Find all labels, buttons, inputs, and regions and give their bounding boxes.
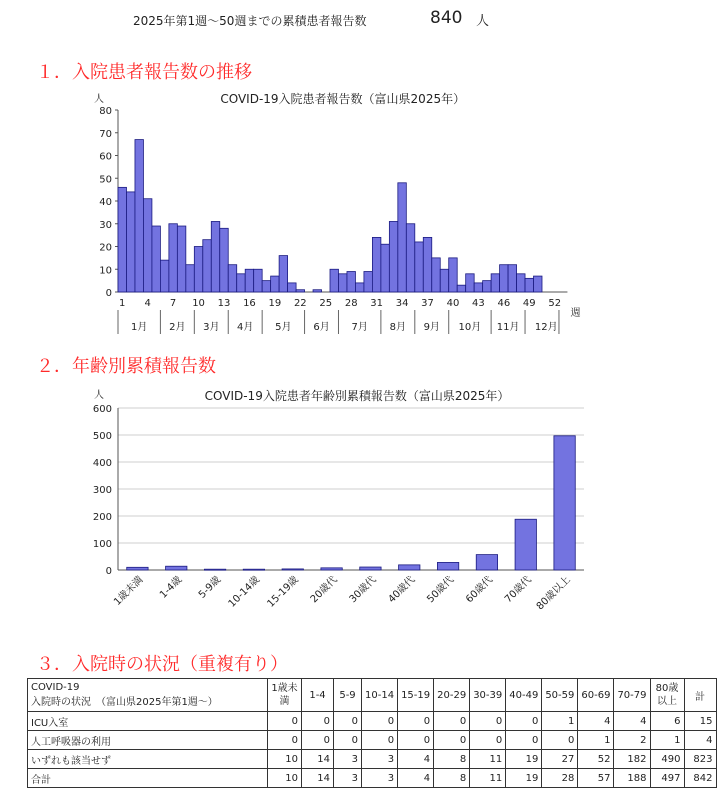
bar-week-46 bbox=[500, 265, 508, 292]
bar-age-6 bbox=[360, 567, 381, 570]
bar-week-41 bbox=[457, 285, 465, 292]
x-tick-label: 30歳代 bbox=[347, 574, 379, 606]
x-tick-label: 1歳未満 bbox=[112, 574, 146, 608]
bar-week-3 bbox=[135, 140, 143, 292]
admission-status-table bbox=[27, 678, 717, 788]
month-label: 4月 bbox=[237, 322, 254, 333]
month-label: 7月 bbox=[351, 322, 368, 333]
month-label: 3月 bbox=[203, 322, 220, 333]
x-tick-label: 40歳代 bbox=[386, 574, 418, 606]
table-cell: 57 bbox=[578, 769, 614, 788]
table-cell: 3 bbox=[334, 769, 362, 788]
x-tick-label: 37 bbox=[421, 298, 434, 309]
col-header: 40-49 bbox=[506, 679, 542, 712]
y-tick-label: 0 bbox=[105, 288, 112, 299]
y-tick-label: 80 bbox=[99, 106, 112, 117]
x-tick-label: 49 bbox=[522, 298, 536, 309]
bar-week-6 bbox=[160, 260, 168, 292]
weekly-admissions-chart bbox=[80, 88, 600, 338]
table-cell: 188 bbox=[614, 769, 650, 788]
bar-week-43 bbox=[474, 283, 482, 292]
x-tick-label: 4 bbox=[144, 298, 151, 309]
x-tick-label: 43 bbox=[472, 298, 485, 309]
table-cell: 1 bbox=[578, 731, 614, 750]
table-cell: 0 bbox=[268, 731, 302, 750]
table-cell: 3 bbox=[362, 769, 398, 788]
y-tick-label: 30 bbox=[99, 219, 112, 231]
table-cell: 4 bbox=[398, 750, 434, 769]
table-row bbox=[28, 750, 717, 769]
table-cell: 1 bbox=[650, 731, 684, 750]
y-tick-label: 20 bbox=[99, 242, 112, 254]
table-cell: 10 bbox=[268, 769, 302, 788]
table-cell: 490 bbox=[650, 750, 684, 769]
table-header-row bbox=[28, 679, 717, 712]
table-cell: 11 bbox=[470, 769, 506, 788]
table-cell: 0 bbox=[362, 731, 398, 750]
table-cell: 0 bbox=[334, 731, 362, 750]
section-title-1: １．入院患者報告数の推移 bbox=[36, 62, 252, 83]
x-tick-label: 20歳代 bbox=[308, 574, 340, 606]
table-cell: 0 bbox=[302, 731, 334, 750]
bar-age-8 bbox=[437, 562, 458, 570]
bar-week-11 bbox=[203, 240, 211, 292]
bar-age-11 bbox=[554, 436, 575, 570]
bar-week-24 bbox=[313, 290, 321, 292]
y-tick-label: 300 bbox=[92, 485, 112, 496]
table-row bbox=[28, 731, 717, 750]
x-tick-label: 28 bbox=[344, 298, 358, 309]
bar-week-4 bbox=[143, 199, 151, 292]
table-cell: 0 bbox=[470, 731, 506, 750]
col-header: 15-19 bbox=[398, 679, 434, 712]
table-cell: 27 bbox=[542, 750, 578, 769]
table-cell: 4 bbox=[614, 712, 650, 731]
x-tick-label: 50歳代 bbox=[425, 574, 457, 606]
col-header: 60-69 bbox=[578, 679, 614, 712]
table-cell: 14 bbox=[302, 769, 334, 788]
y-tick-label: 500 bbox=[92, 431, 112, 442]
bar-week-17 bbox=[254, 269, 262, 292]
table-cell: 0 bbox=[506, 712, 542, 731]
month-label: 5月 bbox=[275, 322, 292, 333]
table-cell: 4 bbox=[398, 769, 434, 788]
bar-week-29 bbox=[355, 283, 363, 292]
x-tick-label: 5-9歳 bbox=[196, 574, 224, 601]
bar-week-28 bbox=[347, 272, 355, 292]
summary-label: 2025年第1週～50週までの累積患者報告数 bbox=[133, 14, 367, 28]
x-tick-label: 1-4歳 bbox=[157, 574, 185, 601]
bar-week-37 bbox=[423, 237, 431, 292]
bar-week-30 bbox=[364, 272, 372, 292]
y-tick-label: 10 bbox=[99, 265, 112, 277]
bar-week-19 bbox=[271, 276, 279, 292]
table-cell: 0 bbox=[398, 731, 434, 750]
x-tick-label: 60歳代 bbox=[464, 574, 496, 606]
table-header-label: COVID-19 入院時の状況 （富山県2025年第1週～） bbox=[28, 679, 268, 712]
bar-week-9 bbox=[186, 265, 194, 292]
bar-week-38 bbox=[432, 258, 440, 292]
x-tick-label: 22 bbox=[293, 298, 307, 309]
x-tick-label: 40 bbox=[446, 298, 460, 309]
bar-week-27 bbox=[338, 274, 346, 292]
bar-week-13 bbox=[220, 228, 228, 292]
month-label: 2月 bbox=[169, 322, 186, 333]
bar-week-21 bbox=[288, 283, 296, 292]
table-cell: 3 bbox=[334, 750, 362, 769]
table-cell: 842 bbox=[684, 769, 716, 788]
bar-week-7 bbox=[169, 224, 177, 292]
summary-line bbox=[0, 8, 718, 30]
row-label: いずれも該当せず bbox=[28, 750, 268, 769]
table-cell: 28 bbox=[542, 769, 578, 788]
bar-week-22 bbox=[296, 290, 304, 292]
bar-age-1 bbox=[166, 566, 187, 570]
table-cell: 1 bbox=[542, 712, 578, 731]
bar-week-12 bbox=[211, 221, 219, 292]
bar-age-0 bbox=[127, 567, 148, 570]
bar-week-14 bbox=[228, 265, 236, 292]
month-label: 6月 bbox=[313, 322, 330, 333]
bar-week-45 bbox=[491, 274, 499, 292]
y-tick-label: 0 bbox=[105, 566, 112, 577]
table-cell: 10 bbox=[268, 750, 302, 769]
y-tick-label: 400 bbox=[92, 458, 112, 469]
table-cell: 0 bbox=[334, 712, 362, 731]
bar-age-2 bbox=[204, 569, 225, 570]
bar-week-20 bbox=[279, 256, 287, 292]
summary-value: 840 bbox=[430, 8, 463, 28]
chart-title: COVID-19入院患者報告数（富山県2025年） bbox=[220, 92, 466, 106]
x-tick-label: 25 bbox=[319, 298, 333, 309]
table-cell: 15 bbox=[684, 712, 716, 731]
col-header: 70-79 bbox=[614, 679, 650, 712]
row-label: 合計 bbox=[28, 769, 268, 788]
bar-age-5 bbox=[321, 568, 342, 570]
table-cell: 8 bbox=[434, 750, 470, 769]
month-label: 10月 bbox=[458, 322, 482, 333]
bar-week-34 bbox=[398, 183, 406, 292]
col-header: 20-29 bbox=[434, 679, 470, 712]
month-label: 9月 bbox=[423, 322, 440, 333]
summary-unit: 人 bbox=[476, 14, 490, 29]
y-tick-label: 200 bbox=[92, 512, 112, 523]
col-header: 80歳以上 bbox=[650, 679, 684, 712]
col-header: 50-59 bbox=[542, 679, 578, 712]
y-axis-label: 人 bbox=[94, 94, 104, 105]
x-tick-label: 16 bbox=[243, 298, 256, 309]
x-tick-label: 13 bbox=[217, 298, 231, 309]
col-header: 1-4 bbox=[302, 679, 334, 712]
y-tick-label: 60 bbox=[99, 151, 112, 163]
bar-week-44 bbox=[483, 281, 491, 292]
x-tick-label: 19 bbox=[268, 298, 282, 309]
table-row bbox=[28, 769, 717, 788]
table-cell: 8 bbox=[434, 769, 470, 788]
table-cell: 11 bbox=[470, 750, 506, 769]
bar-week-1 bbox=[118, 187, 126, 292]
bar-week-40 bbox=[449, 258, 457, 292]
bar-age-3 bbox=[243, 569, 264, 570]
table-cell: 182 bbox=[614, 750, 650, 769]
bar-week-10 bbox=[194, 247, 202, 293]
bar-week-48 bbox=[517, 274, 525, 292]
table-cell: 0 bbox=[470, 712, 506, 731]
bar-week-2 bbox=[126, 192, 134, 292]
x-tick-label: 31 bbox=[370, 298, 384, 309]
bar-week-42 bbox=[466, 274, 474, 292]
age-cumulative-chart bbox=[80, 382, 600, 622]
table-cell: 19 bbox=[506, 769, 542, 788]
bar-week-35 bbox=[406, 224, 414, 292]
y-tick-label: 50 bbox=[99, 174, 112, 186]
y-axis-label: 人 bbox=[94, 390, 104, 401]
table-row bbox=[28, 712, 717, 731]
table-cell: 823 bbox=[684, 750, 716, 769]
x-tick-label: 80歳以上 bbox=[534, 574, 573, 613]
bar-age-10 bbox=[515, 519, 536, 570]
chart-title: COVID-19入院患者年齢別累積報告数（富山県2025年） bbox=[204, 389, 510, 403]
y-tick-label: 40 bbox=[99, 197, 112, 208]
table-cell: 0 bbox=[506, 731, 542, 750]
table-cell: 6 bbox=[650, 712, 684, 731]
x-tick-label: 52 bbox=[548, 298, 562, 309]
table-cell: 14 bbox=[302, 750, 334, 769]
x-tick-label: 70歳代 bbox=[502, 574, 534, 606]
x-tick-label: 10 bbox=[192, 298, 205, 309]
bar-week-31 bbox=[372, 237, 380, 292]
table-cell: 0 bbox=[362, 712, 398, 731]
bar-week-26 bbox=[330, 269, 338, 292]
y-tick-label: 100 bbox=[92, 539, 112, 550]
x-tick-label: 7 bbox=[169, 298, 177, 309]
month-label: 11月 bbox=[496, 322, 520, 333]
table-cell: 3 bbox=[362, 750, 398, 769]
month-label: 1月 bbox=[131, 322, 148, 333]
bar-week-16 bbox=[245, 269, 253, 292]
bar-week-15 bbox=[237, 274, 245, 292]
col-header: 30-39 bbox=[470, 679, 506, 712]
x-tick-label: 34 bbox=[395, 298, 409, 309]
bar-age-4 bbox=[282, 569, 303, 570]
bar-week-33 bbox=[389, 221, 397, 292]
table-cell: 0 bbox=[398, 712, 434, 731]
table-cell: 52 bbox=[578, 750, 614, 769]
x-axis-label: 週 bbox=[570, 308, 581, 319]
y-tick-label: 70 bbox=[99, 128, 112, 140]
x-tick-label: 46 bbox=[497, 298, 511, 309]
x-tick-label: 15-19歳 bbox=[265, 574, 301, 610]
table-cell: 0 bbox=[542, 731, 578, 750]
bar-week-18 bbox=[262, 281, 270, 292]
month-label: 8月 bbox=[389, 322, 407, 333]
section-title-2: ２．年齢別累積報告数 bbox=[36, 356, 216, 377]
x-tick-label: 10-14歳 bbox=[226, 574, 263, 610]
bar-week-5 bbox=[152, 226, 160, 292]
table-cell: 4 bbox=[578, 712, 614, 731]
row-label: 人工呼吸器の利用 bbox=[28, 731, 268, 750]
bar-week-39 bbox=[440, 269, 448, 292]
section-title-3: ３．入院時の状況（重複有り） bbox=[36, 654, 288, 675]
table-cell: 0 bbox=[302, 712, 334, 731]
y-tick-label: 600 bbox=[92, 404, 112, 415]
bar-week-47 bbox=[508, 265, 516, 292]
table-cell: 0 bbox=[434, 712, 470, 731]
table-cell: 497 bbox=[650, 769, 684, 788]
month-label: 12月 bbox=[534, 322, 558, 333]
table-cell: 19 bbox=[506, 750, 542, 769]
bar-week-32 bbox=[381, 244, 389, 292]
x-tick-label: 1 bbox=[119, 298, 126, 309]
bar-age-7 bbox=[399, 565, 420, 570]
table-cell: 2 bbox=[614, 731, 650, 750]
bar-week-36 bbox=[415, 242, 423, 292]
table-cell: 4 bbox=[684, 731, 716, 750]
col-header: 計 bbox=[684, 679, 716, 712]
bar-week-8 bbox=[177, 226, 185, 292]
table-cell: 0 bbox=[434, 731, 470, 750]
row-label: ICU入室 bbox=[28, 712, 268, 731]
bar-week-50 bbox=[534, 276, 542, 292]
col-header: 5-9 bbox=[334, 679, 362, 712]
col-header: 1歳未満 bbox=[268, 679, 302, 712]
bar-age-9 bbox=[476, 555, 497, 570]
bar-week-49 bbox=[525, 278, 533, 292]
col-header: 10-14 bbox=[362, 679, 398, 712]
table-cell: 0 bbox=[268, 712, 302, 731]
